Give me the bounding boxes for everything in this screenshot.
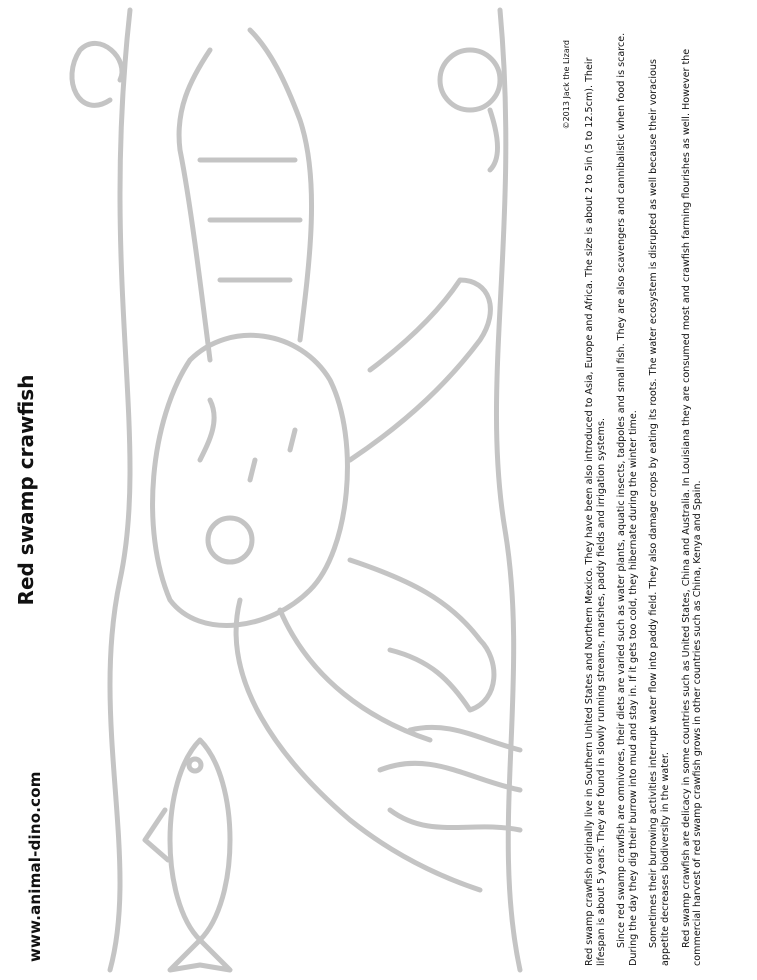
paragraph-diet: Since red swamp crawfish are omnivores, their diets are varied such as water plants, aquatic insects, tadpoles and small fish. They are also scavengers and cannibalistic when food is scarce. During the day they dig their burrow into mud and stay in. If it gets too cold, they hibernate during the winter time.	[616, 32, 639, 966]
crawfish-illustration	[153, 30, 494, 890]
snail-illustration	[440, 50, 500, 170]
site-url: www.animal-dino.com	[26, 771, 44, 962]
copyright-notice: ©2013 Jack the Lizard	[562, 40, 571, 130]
paragraph-food: Red swamp crawfish are delicacy in some countries such as United States, China and Australia. In Louisiana they are consumed most and crawfish farming flourishes as well. However the commercial harvest of red swamp crawfish grows in other countries such as China, Kenya and Spain.	[680, 48, 704, 966]
page-title: Red swamp crawfish	[14, 374, 38, 606]
fish-illustration	[145, 740, 230, 970]
paragraph-habitat: Red swamp crawfish originally live in Southern United States and Northern Mexico. They have been also introduced to Asia, Europe and Africa. The size is about 2 to 5in (5 to 12.5cm). Their lifespan is about 5 years. They are found in slowly running streams, marshes, paddy fields and irrigation systems.	[584, 57, 607, 966]
paragraph-impact: Sometimes their burrowing activities interrupt water flow into paddy field. They also damage crops by eating its roots. The water ecosystem is disrupted as well because their voracious appetite decreases biodiversity in the water.	[648, 59, 671, 966]
crawfish-coloring-illustration	[50, 0, 560, 980]
description-text	[584, 26, 713, 966]
